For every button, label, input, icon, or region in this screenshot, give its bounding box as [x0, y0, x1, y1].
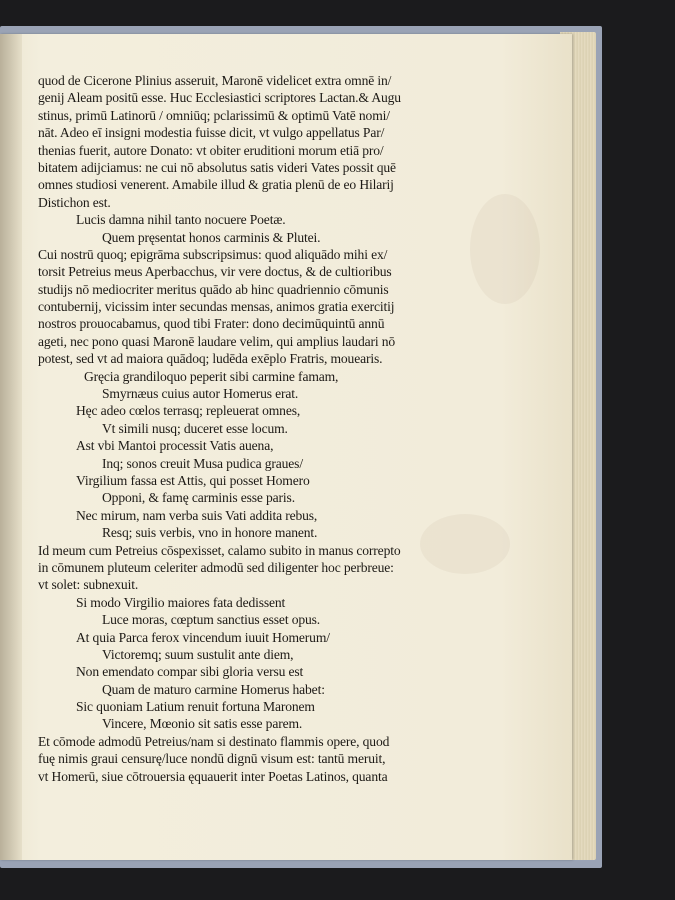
page-gutter: [0, 34, 22, 860]
text-line: Ast vbi Mantoi processit Vatis auena,: [76, 438, 274, 454]
text-line: fuę nimis graui censurę/luce nondū dignū visum est: tantū meruit,: [38, 751, 386, 767]
text-line: Vt simili nusq; duceret esse locum.: [102, 420, 288, 436]
text-line: in cōmunem pluteum celeriter admodū sed diligenter hoc perbreue:: [38, 559, 394, 575]
text-line: At quia Parca ferox vincendum iuuit Homerum/: [76, 629, 330, 645]
text-line: thenias fuerit, autore Donato: vt obiter eruditioni morum etiā pro/: [38, 142, 384, 158]
text-line: Si modo Virgilio maiores fata dedissent: [76, 594, 286, 610]
text-line: Gręcia grandiloquo peperit sibi carmine famam,: [84, 368, 339, 384]
text-line: Hęc adeo cœlos terrasq; repleuerat omnes,: [76, 403, 301, 419]
text-line: genij Aleam positū esse. Huc Ecclesiastici scriptores Lactan.& Augu: [38, 90, 401, 106]
text-line: Inq; sonos creuit Musa pudica graues/: [102, 455, 303, 471]
text-line: ageti, nec pono quasi Maronē laudare velim, qui amplius laudari nō: [38, 333, 396, 349]
text-line: vt Homerū, siue cōtrouersia ęquauerit inter Poetas Latinos, quanta: [38, 768, 388, 784]
text-line: contubernij, vicissim inter secundas mensas, animos gratia exercitij: [38, 299, 395, 315]
text-line: Opponi, & famę carminis esse paris.: [102, 490, 295, 506]
text-line: Sic quoniam Latium renuit fortuna Maronem: [76, 699, 315, 715]
text-line: Distichon est.: [38, 194, 111, 210]
text-line: Smyrnæus cuius autor Homerus erat.: [102, 386, 299, 402]
text-line: Resq; suis verbis, vno in honore manent.: [102, 525, 318, 541]
text-line: stinus, primū Latinorū / omniūq; pclarissimū & optimū Vatē nomi/: [38, 107, 390, 123]
text-line: nostros prouocabamus, quod tibi Frater: dono decimūquintū annū: [38, 316, 385, 332]
text-line: potest, sed vt ad maiora quādoq; ludēda exēplo Fratris, mouearis.: [38, 351, 383, 367]
text-line: Lucis damna nihil tanto nocuere Poetæ.: [76, 212, 286, 228]
text-line: quod de Cicerone Plinius asseruit, Maronē videlicet extra omnē in/: [38, 73, 392, 88]
text-line: Et cōmode admodū Petreius/nam si destinato flammis opere, quod: [38, 733, 390, 749]
text-line: Quam de maturo carmine Homerus habet:: [102, 681, 325, 697]
paper-stain: [470, 194, 540, 304]
printed-text-block: [38, 72, 478, 785]
text-line: Non emendato compar sibi gloria versu est: [76, 664, 304, 680]
text-line: vt solet: subnexuit.: [38, 577, 139, 593]
text-line: Quem pręsentat honos carminis & Plutei.: [102, 229, 321, 245]
text-line: studijs nō mediocriter meritus quādo ab hinc quadriennio cōmunis: [38, 281, 389, 297]
text-line: torsit Petreius meus Aperbacchus, vir vere doctus, & de cultioribus: [38, 264, 392, 280]
text-line: nāt. Adeo eī insigni modestia fuisse dicit, vt vulgo appellatus Par/: [38, 125, 385, 141]
text-line: Cui nostrū quoq; epigrāma subscripsimus: quod aliquādo mihi ex/: [38, 246, 388, 262]
text-line: Virgilium fassa est Attis, qui posset Homero: [76, 472, 310, 488]
text-line: Luce moras, cœptum sanctius esset opus.: [102, 612, 321, 628]
text-line: Vincere, Mœonio sit satis esse parem.: [102, 716, 303, 732]
text-line: bitatem adijciamus: ne cui nō absolutus satis videri Vates possit quē: [38, 159, 396, 175]
text-line: omnes studiosi venerent. Amabile illud & gratia plenū de eo Hilarij: [38, 177, 394, 193]
text-line: Nec mirum, nam verba suis Vati addita rebus,: [76, 507, 318, 523]
text-line: Id meum cum Petreius cōspexisset, calamo subito in manus correpto: [38, 542, 401, 558]
text-line: Victoremq; suum sustulit ante diem,: [102, 646, 294, 662]
